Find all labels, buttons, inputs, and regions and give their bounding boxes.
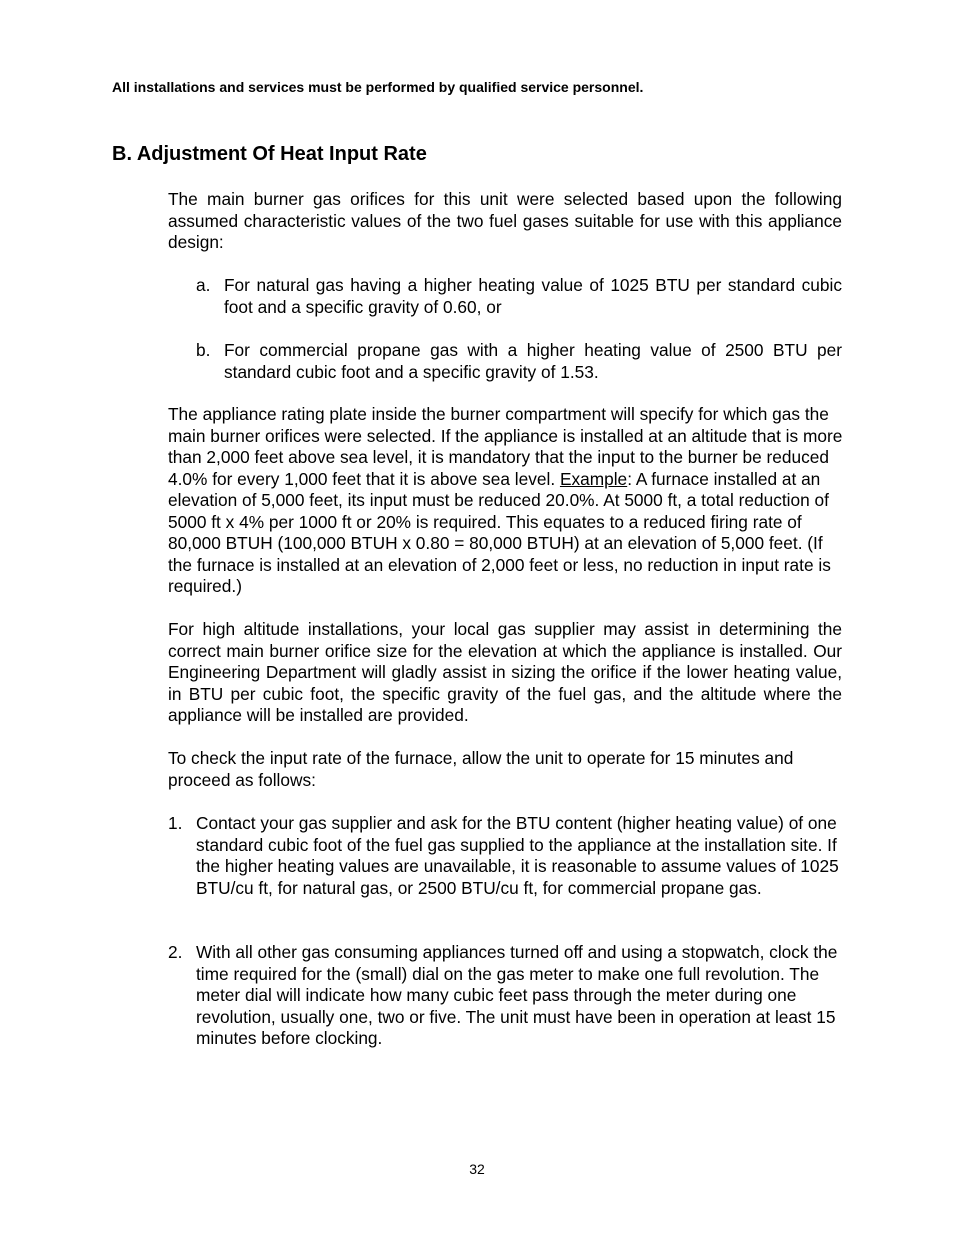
list-item-propane-gas	[196, 340, 842, 384]
step-item	[168, 942, 842, 1052]
list-marker: b.	[196, 340, 211, 360]
list-marker: a.	[196, 275, 211, 295]
high-altitude-paragraph: For high altitude installations, your local gas supplier may assist in determining the correct main burner orifice size for the elevation at which the appliance is installed. Our Engineering Department will gladly assist in sizing the orifice if the lower heating value, in BTU per cubic foot, the specific gravity of the fuel gas, and the altitude where the appliance will be installed are provided.	[168, 619, 842, 725]
rating-plate-paragraph	[168, 404, 844, 598]
list-item-natural-gas	[196, 275, 842, 319]
step-item	[168, 813, 842, 923]
safety-notice: All installations and services must be performed by qualified service personnel.	[112, 79, 644, 95]
rating-text-part2: : A furnace installed at an elevation of 5,000 feet, its input must be reduced 20.0%. At 5000 ft, a total reduction of 5000 ft x 4% per 1000 ft or 20% is required. This equates to a reduced firing rate of 80,000 BTUH (100,000 BTUH x 0.80 = 80,000 BTUH) at an elevation of 5,000 feet. (If the furnace is installed at an elevation of 2,000 feet or less, no reduction in input rate is required.)	[168, 468, 831, 596]
page-number: 32	[469, 1161, 485, 1177]
step-marker: 2.	[168, 942, 183, 962]
example-label: Example	[559, 468, 628, 489]
list-item-text: For natural gas having a higher heating value of 1025 BTU per standard cubic foot and a specific gravity of 0.60, or	[224, 275, 842, 317]
check-input-paragraph: To check the input rate of the furnace, allow the unit to operate for 15 minutes and proceed as follows:	[168, 748, 794, 790]
section-title: B. Adjustment Of Heat Input Rate	[112, 143, 427, 165]
rating-text-part1: The appliance rating plate inside the burner compartment will specify for which gas the main burner orifices were selected. If the appliance is installed at an altitude that is more than 2,000 feet above sea level, it is mandatory that the input to the burner be reduced 4.0% for every 1,000 feet that it is above sea level.	[168, 404, 843, 489]
step-text: Contact your gas supplier and ask for the BTU content (higher heating value) of one standard cubic foot of the fuel gas supplied to the appliance at the installation site. If the higher heating values are unavailable, it is reasonable to assume values of 1025 BTU/cu ft, for natural gas, or 2500 BTU/cu ft, for commercial propane gas.	[196, 813, 839, 898]
step-marker: 1.	[168, 813, 183, 833]
intro-paragraph: The main burner gas orifices for this unit were selected based upon the following assumed characteristic values of the two fuel gases suitable for use with this appliance design:	[168, 189, 842, 252]
list-item-text: For commercial propane gas with a higher heating value of 2500 BTU per standard cubic foot and a specific gravity of 1.53.	[224, 340, 842, 382]
step-text: With all other gas consuming appliances turned off and using a stopwatch, clock the time required for the (small) dial on the gas meter to make one full revolution. The meter dial will indicate how many cubic feet pass through the meter during one revolution, usually one, two or five. The unit must have been in operation at least 15 minutes before clocking.	[196, 942, 838, 1048]
